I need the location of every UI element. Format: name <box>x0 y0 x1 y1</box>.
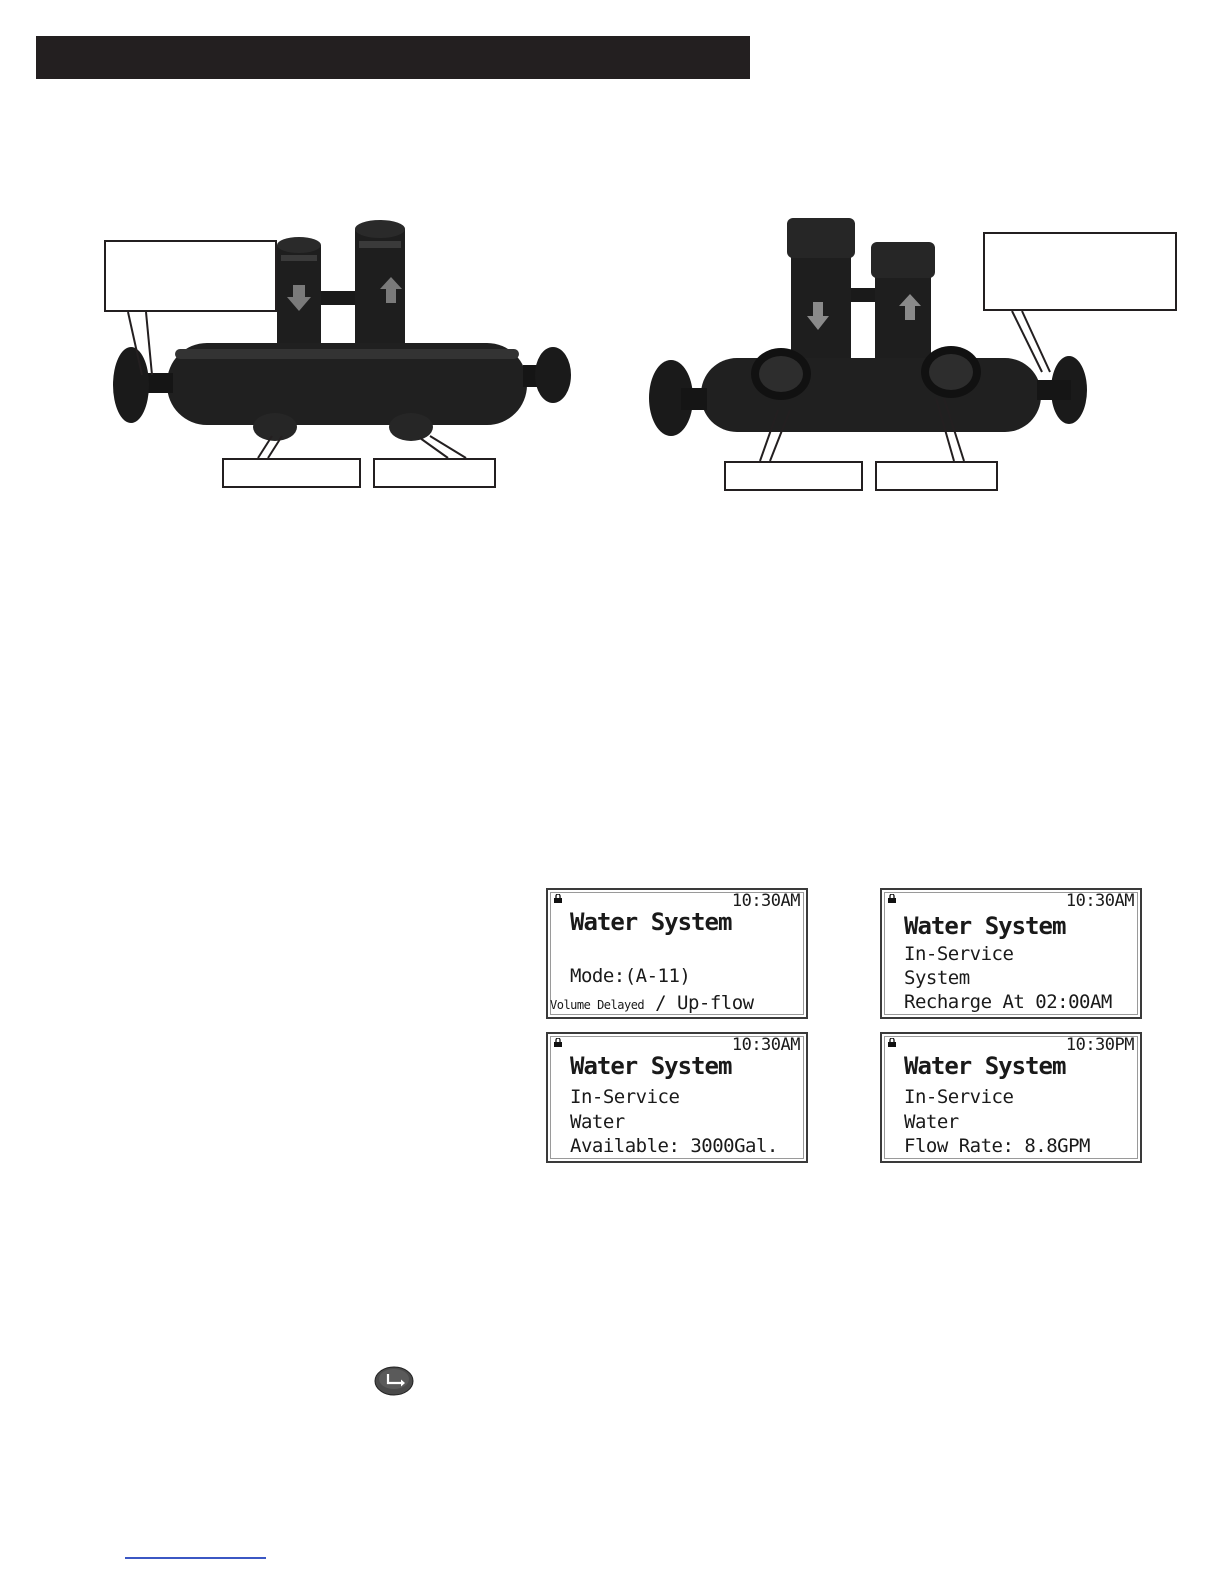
lcd-title: Water System <box>570 908 732 936</box>
lcd-display-water-available <box>546 1032 808 1163</box>
callout-box-bottom-right-1 <box>724 461 863 491</box>
lcd-line-mode: Mode:(A-11) <box>570 965 691 987</box>
lcd-line-2: Water <box>904 1111 959 1133</box>
lcd-line-3: Recharge At 02:00AM <box>904 991 1112 1013</box>
return-arrow-icon <box>374 1366 414 1396</box>
lcd-footer-small: Volume Delayed <box>550 998 645 1012</box>
lock-icon <box>888 1038 896 1047</box>
lcd-footer-large: Up-flow <box>677 992 754 1014</box>
lcd-line-3: Available: 3000Gal. <box>570 1135 778 1157</box>
lcd-display-flow-rate <box>880 1032 1142 1163</box>
lcd-display-mode <box>546 888 808 1019</box>
lcd-time: 10:30AM <box>1065 891 1134 911</box>
lcd-time: 10:30AM <box>731 1035 800 1055</box>
lcd-time: 10:30AM <box>731 891 800 911</box>
lock-icon <box>554 1038 562 1047</box>
lcd-footer-separator: / <box>655 992 667 1014</box>
lcd-display-recharge <box>880 888 1142 1019</box>
lcd-line-3: Flow Rate: 8.8GPM <box>904 1135 1090 1157</box>
lcd-line-1: In-Service <box>904 943 1014 965</box>
footer-link-underline[interactable] <box>125 1557 266 1559</box>
lcd-title: Water System <box>904 912 1066 940</box>
callout-box-bottom-left-2 <box>373 458 496 488</box>
section-header-bar <box>36 36 750 79</box>
lcd-line-2: System <box>904 967 970 989</box>
lcd-line-1: In-Service <box>904 1086 1014 1108</box>
lcd-line-2: Water <box>570 1111 625 1133</box>
lcd-line-1: In-Service <box>570 1086 680 1108</box>
lock-icon <box>554 894 562 903</box>
lcd-title: Water System <box>904 1052 1066 1080</box>
callout-box-top-right <box>983 232 1177 311</box>
lock-icon <box>888 894 896 903</box>
lcd-line-footer <box>550 992 754 1014</box>
callout-box-bottom-right-2 <box>875 461 998 491</box>
callout-box-bottom-left-1 <box>222 458 361 488</box>
callout-box-top-left <box>104 240 277 312</box>
lcd-title: Water System <box>570 1052 732 1080</box>
lcd-time: 10:30PM <box>1065 1035 1134 1055</box>
